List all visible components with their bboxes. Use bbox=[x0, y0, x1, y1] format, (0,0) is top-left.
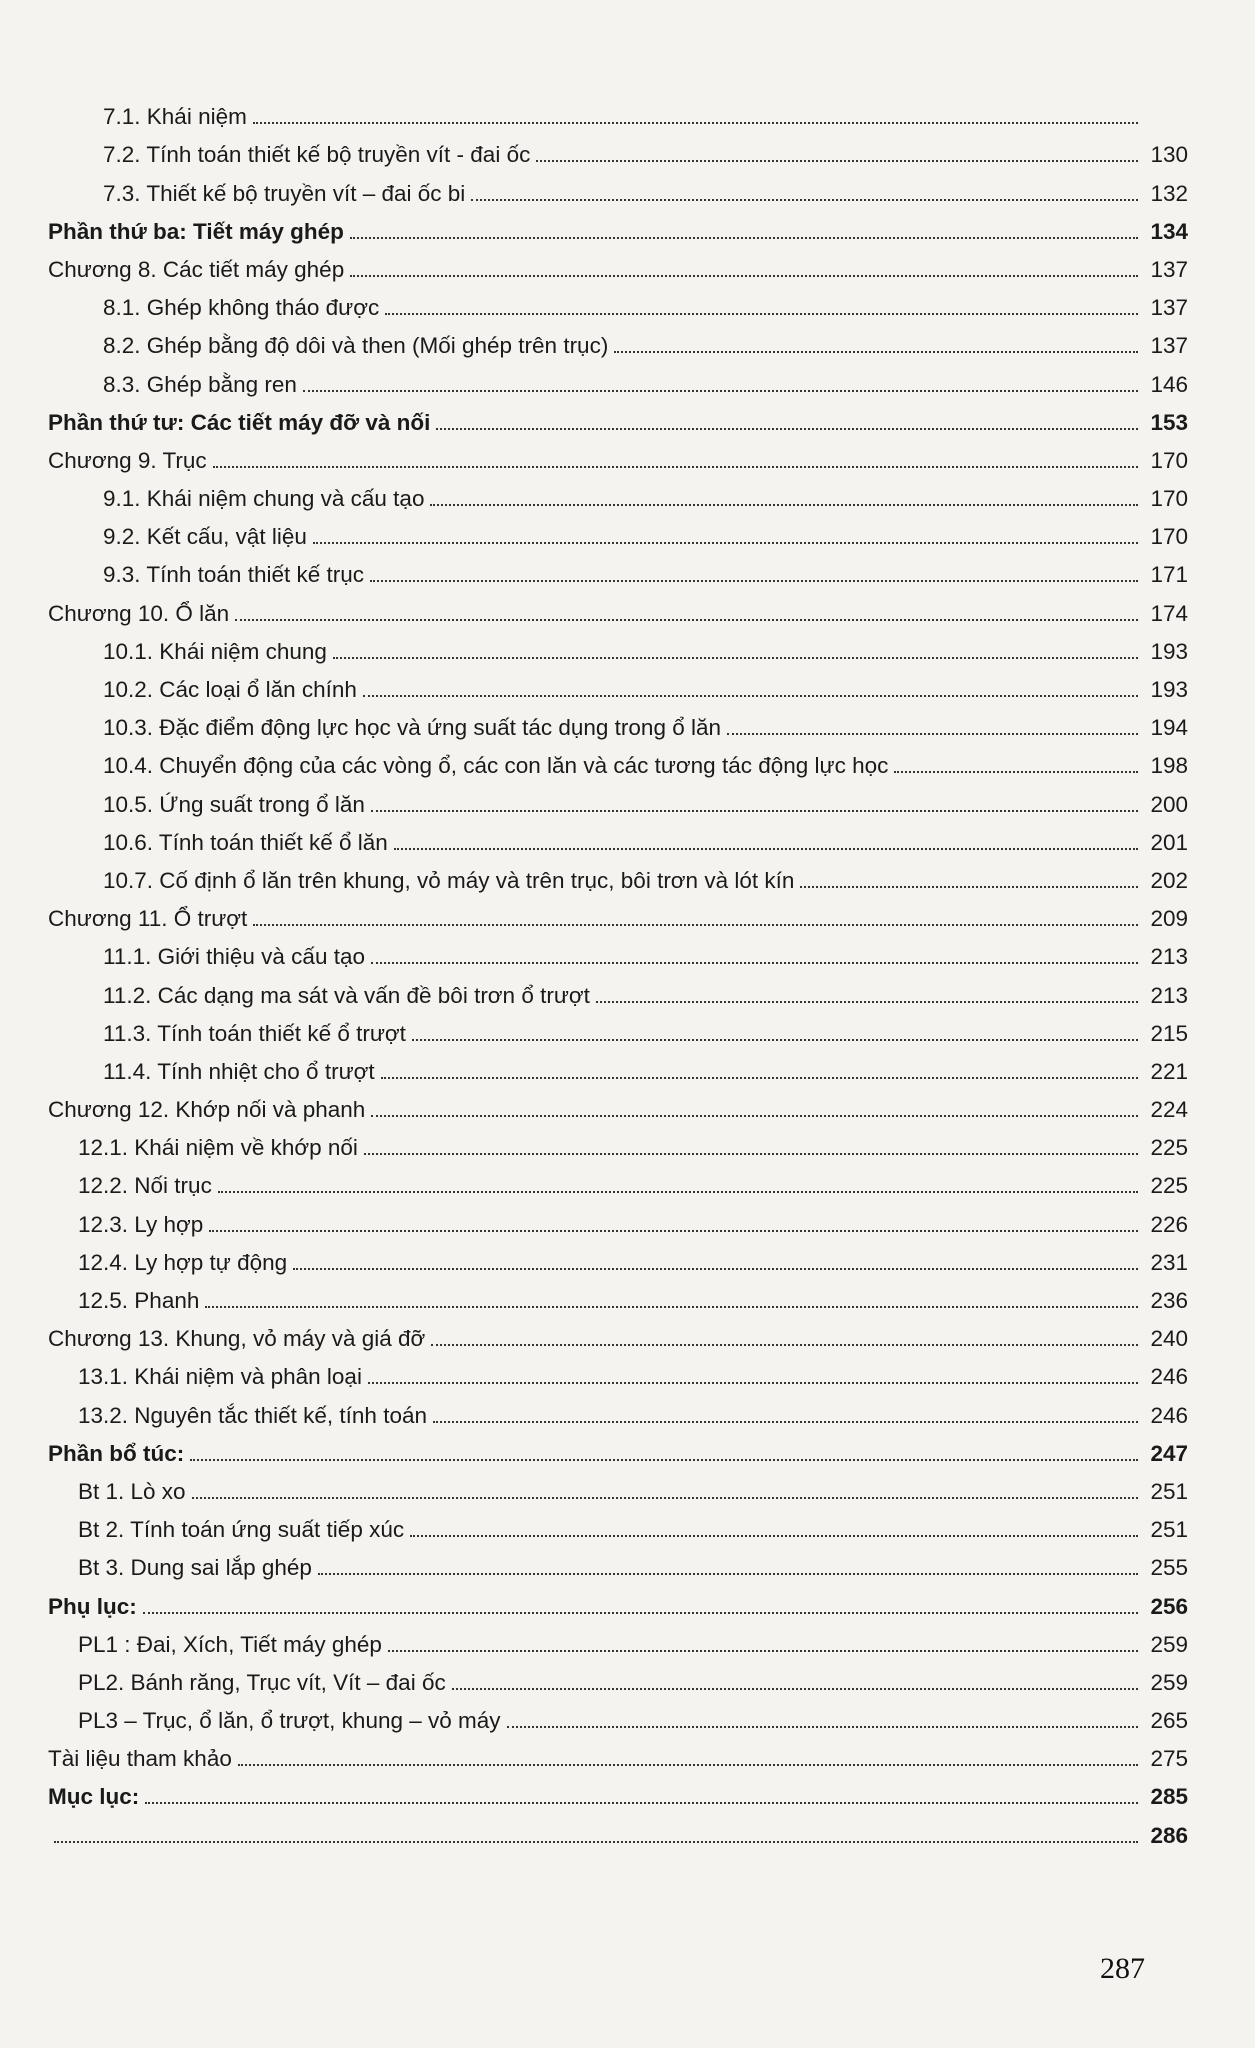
toc-entry-title: Chương 10. Ổ lăn bbox=[48, 600, 230, 626]
toc-entry-title: 7.3. Thiết kế bộ truyền vít – đai ốc bi bbox=[103, 180, 466, 206]
dot-leader bbox=[436, 428, 1138, 430]
toc-entry-title: 7.2. Tính toán thiết kế bộ truyền vít - đai ốc bbox=[103, 142, 531, 168]
toc-entry bbox=[48, 1314, 1188, 1352]
dot-leader bbox=[190, 1459, 1138, 1461]
toc-entry-page: 251 bbox=[1150, 1478, 1188, 1504]
toc-entry-title: 10.3. Đặc điểm động lực học và ứng suất tác dụng trong ổ lăn bbox=[103, 715, 722, 741]
dot-leader bbox=[205, 1306, 1138, 1308]
dot-leader bbox=[218, 1191, 1138, 1193]
toc-entry-page: 213 bbox=[1150, 982, 1188, 1008]
toc-entry-title: Tài liệu tham khảo bbox=[48, 1746, 232, 1772]
dot-leader bbox=[431, 1344, 1138, 1346]
toc-entry-title: Bt 3. Dung sai lắp ghép bbox=[78, 1555, 312, 1581]
toc-entry-page: 171 bbox=[1150, 562, 1188, 588]
toc-entry-title: PL1 : Đai, Xích, Tiết máy ghép bbox=[78, 1631, 382, 1657]
toc-entry-page: 137 bbox=[1150, 333, 1188, 359]
toc-entry bbox=[48, 1772, 1188, 1810]
toc-entry-title: 13.1. Khái niệm và phân loại bbox=[78, 1364, 362, 1390]
toc-entry bbox=[48, 1429, 1188, 1467]
dot-leader bbox=[388, 1650, 1138, 1652]
toc-entry-title: 12.1. Khái niệm về khớp nối bbox=[78, 1135, 358, 1161]
dot-leader bbox=[363, 695, 1138, 697]
dot-leader bbox=[412, 1039, 1138, 1041]
dot-leader bbox=[471, 199, 1138, 201]
toc-entry-title: 9.2. Kết cấu, vật liệu bbox=[103, 524, 307, 550]
dot-leader bbox=[313, 542, 1138, 544]
toc-entry-title: 12.5. Phanh bbox=[78, 1288, 200, 1313]
toc-entry-title: Bt 1. Lò xo bbox=[78, 1478, 186, 1504]
toc-entry-page: 247 bbox=[1150, 1440, 1188, 1466]
toc-entry-title: 10.5. Ứng suất trong ổ lăn bbox=[103, 791, 365, 817]
toc-entry bbox=[48, 1009, 1188, 1047]
toc-entry-page: 193 bbox=[1150, 677, 1188, 702]
toc-entry-page: 240 bbox=[1150, 1326, 1188, 1352]
toc-entry-page: 221 bbox=[1150, 1058, 1188, 1084]
toc-entry bbox=[48, 818, 1188, 856]
dot-leader bbox=[364, 1153, 1138, 1155]
toc-entry-title: 10.7. Cố định ổ lăn trên khung, vỏ máy và trên trục, bôi trơn và lót kín bbox=[103, 867, 795, 893]
toc-entry-title: 11.3. Tính toán thiết kế ổ trượt bbox=[103, 1020, 406, 1046]
toc-entry bbox=[48, 970, 1188, 1008]
dot-leader bbox=[350, 237, 1138, 239]
dot-leader bbox=[381, 1077, 1138, 1079]
toc-entry-page: 137 bbox=[1150, 256, 1188, 282]
toc-entry-page: 259 bbox=[1150, 1669, 1188, 1695]
toc-entry-page: 202 bbox=[1150, 867, 1188, 893]
toc-entry bbox=[48, 1276, 1188, 1314]
toc-entry bbox=[48, 1734, 1188, 1772]
toc-entry-title: 10.2. Các loại ổ lăn chính bbox=[103, 677, 357, 702]
toc-entry-page: 226 bbox=[1150, 1211, 1188, 1237]
dot-leader bbox=[430, 504, 1138, 506]
toc-entry-page: 246 bbox=[1150, 1364, 1188, 1390]
toc-entry-title: Chương 8. Các tiết máy ghép bbox=[48, 256, 345, 282]
toc-entry bbox=[48, 627, 1188, 665]
toc-entry bbox=[48, 779, 1188, 817]
dot-leader bbox=[410, 1535, 1138, 1537]
toc-entry-title: 8.2. Ghép bằng độ dôi và then (Mối ghép trên trục) bbox=[103, 333, 609, 359]
dot-leader bbox=[370, 580, 1138, 582]
toc-entry bbox=[48, 512, 1188, 550]
dot-leader bbox=[253, 924, 1138, 926]
toc-entry-page: 174 bbox=[1150, 600, 1188, 626]
toc-entry-title: 7.1. Khái niệm bbox=[103, 104, 247, 130]
toc-entry-title: Chương 13. Khung, vỏ máy và giá đỡ bbox=[48, 1326, 426, 1352]
toc-entry-title: Chương 9. Trục bbox=[48, 447, 207, 473]
toc-entry-page: 153 bbox=[1150, 409, 1188, 435]
toc-entry-title: 10.4. Chuyển động của các vòng ổ, các con lăn và các tương tác động lực học bbox=[103, 753, 889, 779]
toc-entry-page: 209 bbox=[1150, 906, 1188, 932]
dot-leader bbox=[536, 160, 1138, 162]
toc-entry-title: Phần thứ tư: Các tiết máy đỡ và nối bbox=[48, 409, 431, 435]
toc-entry bbox=[48, 856, 1188, 894]
toc-entry-title: Chương 11. Ổ trượt bbox=[48, 906, 248, 932]
toc-entry bbox=[48, 1238, 1188, 1276]
dot-leader bbox=[727, 733, 1138, 735]
toc-entry bbox=[48, 283, 1188, 321]
toc-entry bbox=[48, 359, 1188, 397]
dot-leader bbox=[235, 619, 1138, 621]
toc-entry bbox=[48, 1390, 1188, 1428]
toc-entry bbox=[48, 550, 1188, 588]
toc-entry bbox=[48, 1199, 1188, 1237]
toc-entry bbox=[48, 321, 1188, 359]
dot-leader bbox=[192, 1497, 1138, 1499]
toc-entry-page: 224 bbox=[1150, 1097, 1188, 1123]
toc-entry bbox=[48, 398, 1188, 436]
toc-entry-title: Chương 12. Khớp nối và phanh bbox=[48, 1097, 366, 1123]
toc-entry-page: 170 bbox=[1150, 486, 1188, 512]
toc-entry bbox=[48, 1581, 1188, 1619]
dot-leader bbox=[394, 848, 1138, 850]
toc-entry-page: 137 bbox=[1150, 295, 1188, 321]
toc-entry-title: 12.4. Ly hợp tự động bbox=[78, 1249, 288, 1275]
toc-entry bbox=[48, 436, 1188, 474]
toc-entry-page: 255 bbox=[1150, 1555, 1188, 1581]
dot-leader bbox=[303, 390, 1138, 392]
toc-entry bbox=[48, 1810, 1188, 1848]
toc-entry bbox=[48, 1658, 1188, 1696]
toc-entry-title: PL3 – Trục, ổ lăn, ổ trượt, khung – vỏ máy bbox=[78, 1708, 501, 1734]
dot-leader bbox=[371, 810, 1138, 812]
toc-entry-page: 231 bbox=[1150, 1249, 1188, 1275]
toc-entry-page: 285 bbox=[1150, 1784, 1188, 1810]
dot-leader bbox=[894, 771, 1138, 773]
toc-entry-page: 194 bbox=[1150, 715, 1188, 741]
toc-entry bbox=[48, 1620, 1188, 1658]
toc-entry bbox=[48, 1505, 1188, 1543]
toc-entry bbox=[48, 932, 1188, 970]
toc-entry bbox=[48, 894, 1188, 932]
dot-leader bbox=[507, 1726, 1138, 1728]
toc-entry-page: 256 bbox=[1150, 1593, 1188, 1619]
dot-leader bbox=[253, 122, 1138, 124]
toc-entry bbox=[48, 1123, 1188, 1161]
toc-entry-page: 225 bbox=[1150, 1173, 1188, 1199]
toc-entry bbox=[48, 92, 1188, 130]
toc-entry-page: 246 bbox=[1150, 1402, 1188, 1428]
toc-entry bbox=[48, 474, 1188, 512]
dot-leader bbox=[293, 1268, 1138, 1270]
toc-entry-page: 236 bbox=[1150, 1288, 1188, 1313]
toc-entry bbox=[48, 1352, 1188, 1390]
dot-leader bbox=[145, 1802, 1138, 1804]
toc-entry-title: 11.2. Các dạng ma sát và vấn đề bôi trơn ổ trượt bbox=[103, 982, 590, 1008]
toc-entry-page: 200 bbox=[1150, 791, 1188, 817]
toc-entry-page: 193 bbox=[1150, 638, 1188, 664]
toc-entry-page: 170 bbox=[1150, 447, 1188, 473]
toc-entry-title: 12.2. Nối trục bbox=[78, 1173, 212, 1199]
toc-entry-title: 12.3. Ly hợp bbox=[78, 1211, 204, 1237]
toc-entry-page: 265 bbox=[1150, 1708, 1188, 1734]
toc-entry-page: 225 bbox=[1150, 1135, 1188, 1161]
toc-entry-title: PL2. Bánh răng, Trục vít, Vít – đai ốc bbox=[78, 1669, 446, 1695]
toc-entry bbox=[48, 741, 1188, 779]
toc-entry-page: 170 bbox=[1150, 524, 1188, 550]
dot-leader bbox=[433, 1421, 1138, 1423]
toc-entry-title: 13.2. Nguyên tắc thiết kế, tính toán bbox=[78, 1402, 427, 1428]
dot-leader bbox=[596, 1001, 1138, 1003]
toc-entry bbox=[48, 665, 1188, 703]
dot-leader bbox=[452, 1688, 1138, 1690]
dot-leader bbox=[371, 962, 1138, 964]
toc-entry-page: 259 bbox=[1150, 1631, 1188, 1657]
toc-entry-page: 215 bbox=[1150, 1020, 1188, 1046]
toc-entry-title: 9.1. Khái niệm chung và cấu tạo bbox=[103, 486, 425, 512]
dot-leader bbox=[143, 1612, 1138, 1614]
dot-leader bbox=[371, 1115, 1138, 1117]
toc-entry-page: 130 bbox=[1150, 142, 1188, 168]
toc-entry-page: 146 bbox=[1150, 371, 1188, 397]
toc-entry bbox=[48, 245, 1188, 283]
toc-entry bbox=[48, 1161, 1188, 1199]
dot-leader bbox=[213, 466, 1138, 468]
toc-entry-title: 8.1. Ghép không tháo được bbox=[103, 295, 380, 321]
toc-entry bbox=[48, 1467, 1188, 1505]
toc-entry-title: 10.6. Tính toán thiết kế ổ lăn bbox=[103, 829, 388, 855]
dot-leader bbox=[54, 1841, 1138, 1843]
toc-entry-title: 10.1. Khái niệm chung bbox=[103, 638, 327, 664]
toc-entry-title: 9.3. Tính toán thiết kế trục bbox=[103, 562, 364, 588]
toc-entry-title: Phần thứ ba: Tiết máy ghép bbox=[48, 218, 344, 244]
dot-leader bbox=[800, 886, 1138, 888]
page-number: 287 bbox=[1100, 1952, 1145, 1985]
toc-entry bbox=[48, 588, 1188, 626]
dot-leader bbox=[318, 1573, 1138, 1575]
toc-entry bbox=[48, 1085, 1188, 1123]
toc-entry-page: 134 bbox=[1150, 218, 1188, 244]
toc-entry bbox=[48, 703, 1188, 741]
toc-entry bbox=[48, 1543, 1188, 1581]
toc-entry-title: 11.1. Giới thiệu và cấu tạo bbox=[103, 944, 365, 970]
dot-leader bbox=[333, 657, 1138, 659]
toc-entry-title: Phụ lục: bbox=[48, 1593, 137, 1619]
toc-entry-title: 11.4. Tính nhiệt cho ổ trượt bbox=[103, 1058, 375, 1084]
toc-entry-title: Phần bổ túc: bbox=[48, 1440, 185, 1466]
toc-entry-title: 8.3. Ghép bằng ren bbox=[103, 371, 297, 397]
toc-entry bbox=[48, 130, 1188, 168]
toc-entry-title: Bt 2. Tính toán ứng suất tiếp xúc bbox=[78, 1517, 405, 1543]
toc-entry bbox=[48, 1696, 1188, 1734]
toc-entry-page: 201 bbox=[1150, 829, 1188, 855]
dot-leader bbox=[614, 351, 1138, 353]
toc-entry-page: 132 bbox=[1150, 180, 1188, 206]
toc-entry-title: Mục lục: bbox=[48, 1784, 140, 1810]
toc-entry bbox=[48, 1047, 1188, 1085]
table-of-contents bbox=[48, 92, 1188, 1849]
toc-entry bbox=[48, 168, 1188, 206]
toc-entry-page: 275 bbox=[1150, 1746, 1188, 1772]
toc-entry bbox=[48, 207, 1188, 245]
toc-entry-page: 213 bbox=[1150, 944, 1188, 970]
dot-leader bbox=[350, 275, 1138, 277]
dot-leader bbox=[209, 1230, 1138, 1232]
toc-entry-page: 286 bbox=[1150, 1822, 1188, 1848]
toc-entry-page: 198 bbox=[1150, 753, 1188, 779]
dot-leader bbox=[368, 1382, 1138, 1384]
dot-leader bbox=[385, 313, 1138, 315]
toc-entry-page: 251 bbox=[1150, 1517, 1188, 1543]
dot-leader bbox=[238, 1764, 1138, 1766]
